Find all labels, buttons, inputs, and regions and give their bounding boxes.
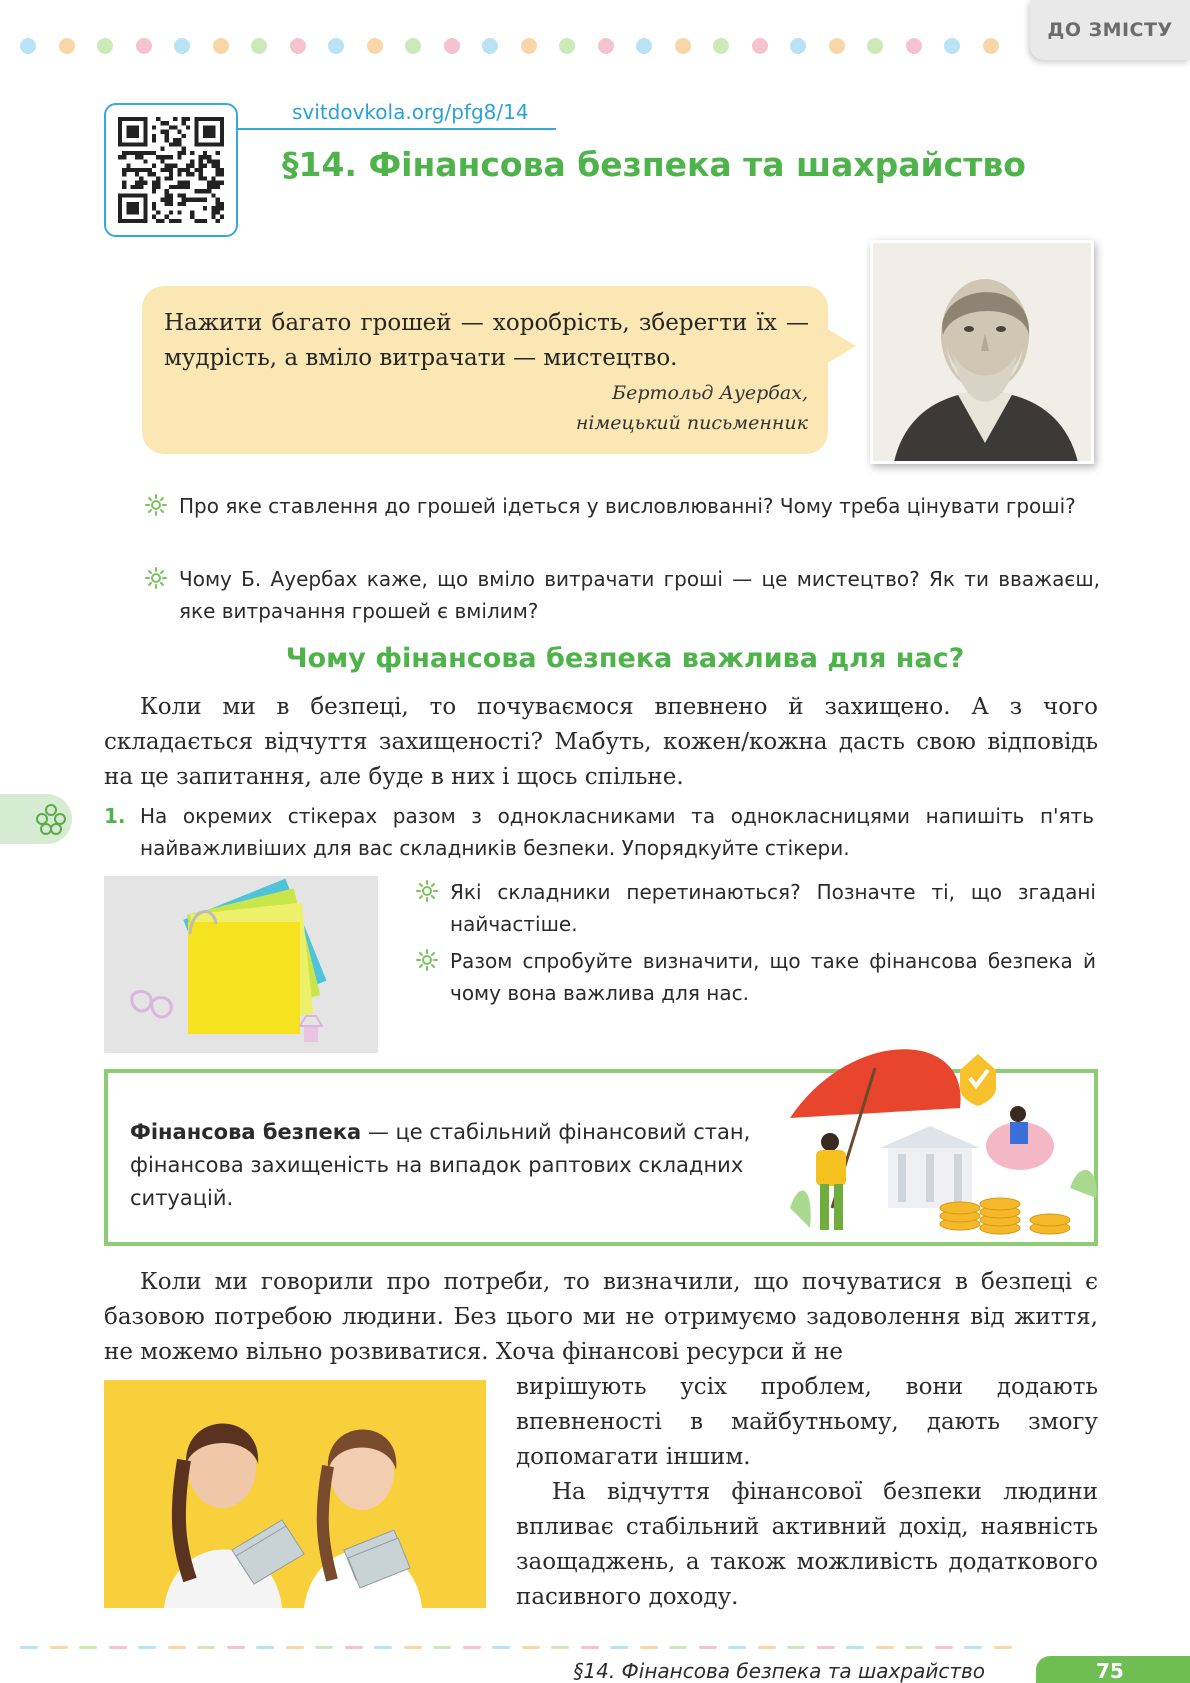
sun-star-icon — [416, 880, 438, 902]
decorative-dash — [551, 1646, 569, 1649]
decorative-dot — [213, 38, 229, 54]
decorative-dash — [640, 1646, 658, 1649]
question-item — [145, 563, 1100, 627]
section-heading — [0, 643, 1190, 674]
sun-star-icon — [145, 567, 167, 589]
girls-photo-illustration — [104, 1380, 486, 1608]
question-item — [145, 490, 1100, 522]
decorative-dash — [109, 1646, 127, 1649]
decorative-dash-row — [20, 1646, 1020, 1650]
decorative-dash — [492, 1646, 510, 1649]
decorative-dash — [876, 1646, 894, 1649]
task-item — [104, 800, 1094, 864]
task-number: 1. — [104, 804, 126, 828]
decorative-dash — [905, 1646, 923, 1649]
decorative-dash — [374, 1646, 392, 1649]
needs-paragraph-top: Коли ми говорили про потреби, то визначили, що почуватися в безпеці є базовою потребою людини. Без цього ми не отримуємо задоволення від життя, не можемо вільно розвиватися. Хоча фінансові ресурси й не — [104, 1269, 1098, 1365]
decorative-dot-row — [20, 38, 1020, 58]
quote-text: Нажити багато грошей — хоробрість, зберегти їх — мудрість, а вміло витрачати — мистецтво. — [164, 310, 809, 371]
question-text: Чому Б. Ауербах каже, що вміло витрачати гроші — це мистецтво? Як ти вважаєш, яке витрачання грошей є вмілим? — [179, 567, 1100, 623]
decorative-dot — [328, 38, 344, 54]
decorative-dash — [846, 1646, 864, 1649]
decorative-dash — [197, 1646, 215, 1649]
decorative-dash — [315, 1646, 333, 1649]
decorative-dash — [994, 1646, 1012, 1649]
decorative-dash — [20, 1646, 38, 1649]
decorative-dash — [138, 1646, 156, 1649]
decorative-dash — [345, 1646, 363, 1649]
decorative-dot — [482, 38, 498, 54]
decorative-dash — [935, 1646, 953, 1649]
group-work-tab — [0, 794, 72, 844]
decorative-dot — [906, 38, 922, 54]
quote-author-role: німецький письменник — [575, 412, 808, 434]
footer-title: §14. Фінансова безпека та шахрайство — [573, 1659, 985, 1683]
decorative-dash — [256, 1646, 274, 1649]
decorative-dash — [433, 1646, 451, 1649]
decorative-dot — [444, 38, 460, 54]
decorative-dash — [699, 1646, 717, 1649]
decorative-dot — [521, 38, 537, 54]
decorative-dash — [404, 1646, 422, 1649]
question-item — [416, 876, 1096, 940]
question-item — [416, 945, 1096, 1009]
financial-safety-illustration — [770, 1038, 1110, 1242]
umbrella-bank-illustration — [770, 1038, 1110, 1242]
qr-code[interactable] — [104, 103, 238, 237]
decorative-dash — [817, 1646, 835, 1649]
qr-code-icon — [118, 117, 224, 223]
decorative-dash — [227, 1646, 245, 1649]
decorative-dot — [97, 38, 113, 54]
decorative-dot — [598, 38, 614, 54]
section-heading-text: Чому фінансова безпека важлива для нас? — [285, 643, 965, 674]
quote-author — [576, 378, 808, 438]
author-portrait — [870, 240, 1094, 464]
decorative-dash — [286, 1646, 304, 1649]
page-title: §14. Фінансова безпека та шахрайство — [282, 145, 1026, 184]
decorative-dot — [290, 38, 306, 54]
decorative-dot — [367, 38, 383, 54]
decorative-dot — [867, 38, 883, 54]
decorative-dot — [405, 38, 421, 54]
sticky-notes-photo — [104, 876, 378, 1053]
link-underline — [238, 128, 556, 130]
decorative-dot — [174, 38, 190, 54]
lesson-link[interactable]: svitdovkola.org/pfg8/14 — [292, 100, 529, 124]
group-work-icon — [34, 802, 68, 836]
decorative-dot — [636, 38, 652, 54]
decorative-dot — [944, 38, 960, 54]
decorative-dash — [50, 1646, 68, 1649]
question-text: Про яке ставлення до грошей ідеться у висловлюванні? Чому треба цінувати гроші? — [179, 494, 1076, 518]
question-text: Разом спробуйте визначити, що таке фінансова безпека й чому вона важлива для нас. — [450, 949, 1096, 1005]
decorative-dash — [610, 1646, 628, 1649]
decorative-dash — [463, 1646, 481, 1649]
decorative-dash — [669, 1646, 687, 1649]
decorative-dash — [728, 1646, 746, 1649]
decorative-dash — [581, 1646, 599, 1649]
intro-paragraph: Коли ми в безпеці, то почуваємося впевнено й захищено. А з чого складається відчуття захищеності? Мабуть, кожен/кожна дасть свою відповідь на це запитання, але буде в них і щось спільне. — [104, 694, 1098, 790]
definition-body: — це стабільний фінансовий стан, фінансова захищеність на випадок раптових складних ситуацій. — [130, 1120, 751, 1210]
decorative-dash — [758, 1646, 776, 1649]
decorative-dot — [829, 38, 845, 54]
decorative-dot — [790, 38, 806, 54]
task-text: На окремих стікерах разом з однокласниками та однокласницями напишіть п'ять найважливіших для вас складників безпеки. Упорядкуйте стікери. — [140, 804, 1094, 860]
quote-bubble-pointer — [826, 328, 856, 364]
sun-star-icon — [416, 949, 438, 971]
sticky-notes-illustration — [104, 876, 378, 1053]
decorative-dash — [168, 1646, 186, 1649]
decorative-dash — [964, 1646, 982, 1649]
needs-paragraph-bottom: вирішують усіх проблем, вони додають впевненості в майбутньому, дають змогу допомагати іншим. — [516, 1374, 1098, 1470]
decorative-dash — [522, 1646, 540, 1649]
portrait-illustration — [873, 243, 1094, 464]
decorative-dot — [713, 38, 729, 54]
definition-term: Фінансова безпека — [130, 1120, 362, 1144]
question-text: Які складники перетинаються? Позначте ті, що згадані найчастіше. — [450, 880, 1096, 936]
decorative-dot — [136, 38, 152, 54]
quote-author-name: Бертольд Ауербах, — [612, 382, 808, 404]
decorative-dot — [59, 38, 75, 54]
girls-with-money-photo — [104, 1380, 486, 1608]
table-of-contents-button[interactable]: ДО ЗМІСТУ — [1030, 0, 1190, 60]
decorative-dot — [752, 38, 768, 54]
decorative-dot — [675, 38, 691, 54]
decorative-dot — [559, 38, 575, 54]
decorative-dash — [787, 1646, 805, 1649]
sun-star-icon — [145, 494, 167, 516]
decorative-dot — [20, 38, 36, 54]
definition-text — [130, 1116, 790, 1215]
decorative-dash — [79, 1646, 97, 1649]
page-number: 75 — [1036, 1656, 1190, 1683]
income-paragraph: На відчуття фінансової безпеки людини впливає стабільний активний дохід, наявність заощаджень, а також можливість додаткового пасивного доходу. — [516, 1479, 1098, 1610]
decorative-dot — [251, 38, 267, 54]
decorative-dot — [983, 38, 999, 54]
